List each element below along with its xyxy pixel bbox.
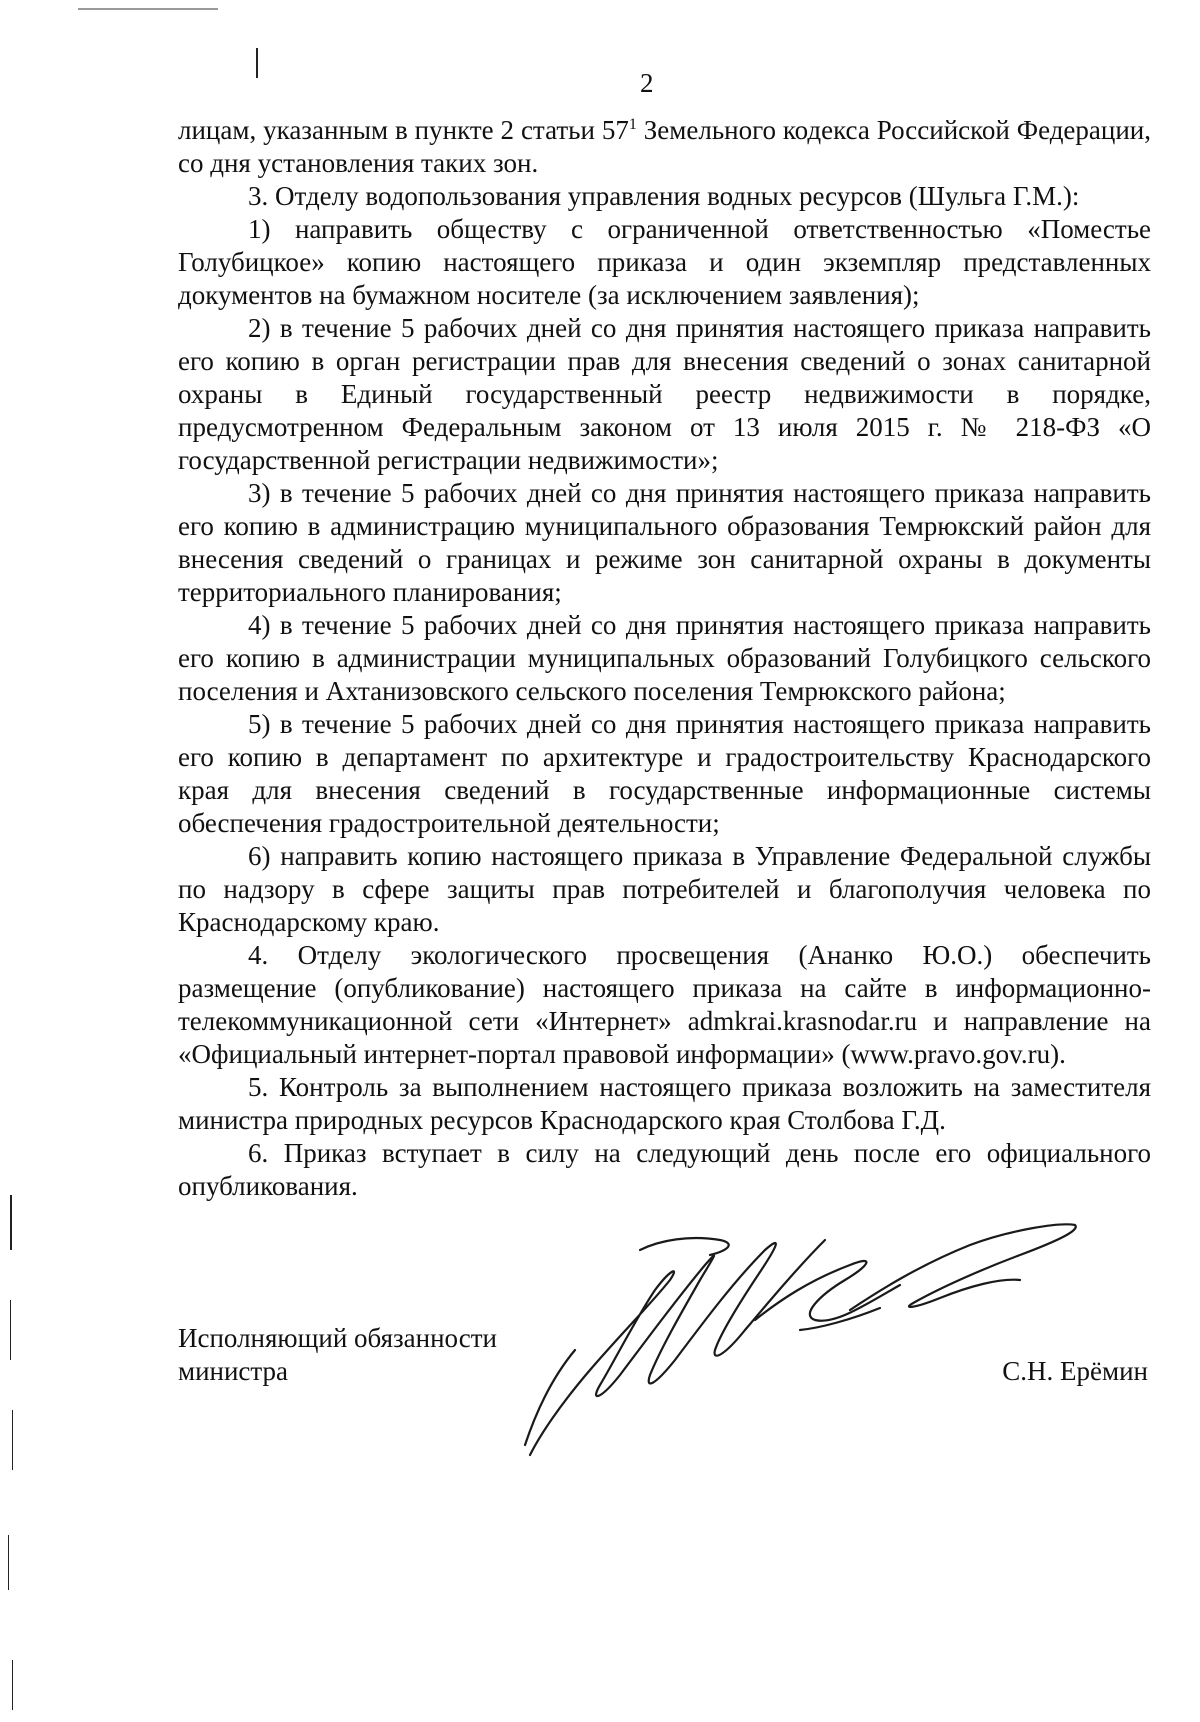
scan-artifact-line (78, 8, 218, 10)
paragraph-item-3: 3. Отделу водопользования управления водных ресурсов (Шульга Г.М.): (248, 181, 1080, 211)
superscript: 1 (628, 116, 637, 133)
scan-artifact-bar (12, 1410, 13, 1470)
paragraph-subitem-5: 5) в течение 5 рабочих дней со дня принятия настоящего приказа направить его копию в департамент по архитектуре и градостроительству Краснодарского края для внесения сведений в государственные информационные системы обеспечения градостроительной деятельности; (178, 709, 1151, 838)
handwritten-signature (520, 1210, 1080, 1480)
scan-artifact-bar (256, 48, 258, 78)
paragraph-text: Земельного кодекса Российской Федерации, со дня установления таких зон. (178, 115, 1151, 178)
signatory-name: С.Н. Ерёмин (1002, 1356, 1148, 1386)
paragraph-subitem-2: 2) в течение 5 рабочих дней со дня принятия настоящего приказа направить его копию в орган регистрации прав для внесения сведений о зонах санитарной охраны в Единый государственный реестр недвижимости в порядке, предусмотренном Федеральным законом от 13 июля 2015 г. № 218-ФЗ «О государственной регистрации недвижимости»; (178, 313, 1151, 475)
scan-artifact-bar (8, 1535, 9, 1590)
position-line: министра (178, 1356, 289, 1386)
page-number: 2 (640, 68, 654, 98)
paragraph-subitem-6: 6) направить копию настоящего приказа в Управление Федеральной службы по надзору в сфере защиты прав потребителей и благополучия человека по Краснодарскому краю. (178, 841, 1151, 937)
document-body (178, 114, 1151, 1203)
paragraph-item-4: 4. Отделу экологического просвещения (Ананко Ю.О.) обеспечить размещение (опубликование) настоящего приказа на сайте в информационно-телекоммуникационной сети «Интернет» admkrai.krasnodar.ru и направление на «Официальный интернет-портал правовой информации» (www.pravo.gov.ru). (178, 940, 1151, 1069)
paragraph-item-6: 6. Приказ вступает в силу на следующий день после его официального опубликования. (178, 1138, 1151, 1201)
scan-artifact-bar (10, 1300, 11, 1360)
paragraph-subitem-1: 1) направить обществу с ограниченной ответственностью «Поместье Голубицкое» копию настоящего приказа и один экземпляр представленных документов на бумажном носителе (за исключением заявления); (178, 214, 1151, 310)
position-line: Исполняющий обязанности (178, 1323, 497, 1353)
paragraph-subitem-3: 3) в течение 5 рабочих дней со дня принятия настоящего приказа направить его копию в администрацию муниципального образования Темрюкский район для внесения сведений о границах и режиме зон санитарной охраны в документы территориального планирования; (178, 478, 1151, 607)
paragraph-subitem-4: 4) в течение 5 рабочих дней со дня принятия настоящего приказа направить его копию в администрации муниципальных образований Голубицкого сельского поселения и Ахтанизовского сельского поселения Темрюкского района; (178, 610, 1151, 706)
paragraph-continuation (178, 114, 1151, 180)
scan-artifact-bar (12, 1660, 13, 1710)
scan-artifact-bar (10, 1195, 12, 1250)
paragraph-item-5: 5. Контроль за выполнением настоящего приказа возложить на заместителя министра природных ресурсов Краснодарского края Столбова Г.Д. (178, 1072, 1151, 1135)
signatory-position (178, 1322, 497, 1388)
paragraph-text: лицам, указанным в пункте 2 статьи 57 (178, 115, 629, 145)
